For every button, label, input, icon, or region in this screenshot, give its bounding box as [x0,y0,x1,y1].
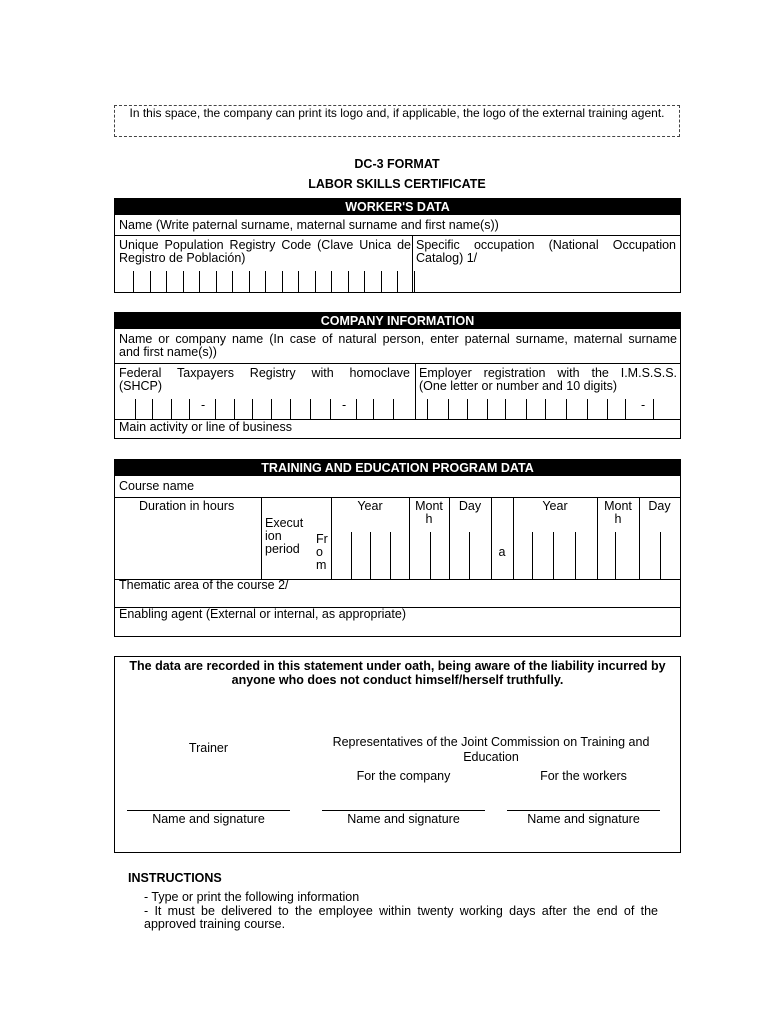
input-box-divider [393,399,394,419]
input-box-divider [414,271,415,292]
company-section [114,312,681,439]
input-box-divider [553,532,554,580]
workers-signature-line[interactable] [507,810,660,811]
input-box-divider [232,271,233,292]
input-box-divider [290,399,291,419]
program-header: TRAINING AND EDUCATION PROGRAM DATA [115,460,680,476]
input-box-divider [189,399,190,419]
rfc-dash-2: - [342,398,347,412]
input-box-divider [487,399,488,419]
input-box-divider [625,399,626,419]
input-box-divider [587,399,588,419]
input-box-divider [364,271,365,292]
company-sign-label: Name and signature [347,812,460,826]
to-month-label: Mont h [604,499,632,526]
input-box-divider [199,271,200,292]
logo-note: In this space, the company can print its logo and, if applicable, the logo of the external training agent. [129,106,665,120]
input-box-divider [133,271,134,292]
instruction-item-1: - Type or print the following information [144,890,360,904]
input-box-divider [216,271,217,292]
input-box-divider [660,532,661,580]
from-year-label: Year [357,499,383,513]
input-box-divider [653,399,654,419]
input-box-divider [526,399,527,419]
execution-period-label: Execut ion period [265,516,304,556]
rfc-label: Federal Taxpayers Registry with homoclave (SHCP) [119,366,410,393]
input-box-divider [532,532,533,580]
oath-statement: The data are recorded in this statement under oath, being aware of the liability incurred by anyone who does not conduct himself/herself truthfully. [129,659,666,687]
input-box-divider [166,271,167,292]
input-box-divider [505,399,506,419]
input-box-divider [427,399,428,419]
input-box-divider [252,399,253,419]
worker-section [114,198,681,293]
from-month-label: Mont h [415,499,443,526]
input-box-divider [234,399,235,419]
for-workers-label: For the workers [540,769,627,783]
input-box-divider [467,399,468,419]
input-box-divider [390,532,391,580]
certificate-title: LABOR SKILLS CERTIFICATE [308,177,486,191]
input-box-divider [331,271,332,292]
input-box-divider [607,399,608,419]
company-name-label: Name or company name (In case of natural person, enter paternal surname, maternal surname and first name(s)) [119,332,677,359]
input-box-divider [373,399,374,419]
input-box-divider [171,399,172,419]
format-title: DC-3 FORMAT [354,157,440,171]
from-day-label: Day [458,499,482,513]
curp-label: Unique Population Registry Code (Clave Unica de Registro de Población) [119,238,411,265]
duration-label: Duration in hours [139,499,235,513]
input-box-divider [265,271,266,292]
input-box-divider [448,399,449,419]
input-box-divider [330,399,331,419]
imss-label: Employer registration with the I.M.S.S.S. (One letter or number and 10 digits) [419,366,677,393]
input-box-divider [348,271,349,292]
input-box-divider [298,271,299,292]
logo-placeholder [114,105,680,137]
workers-sign-label: Name and signature [527,812,640,826]
input-box-divider [310,399,311,419]
imss-dash: - [641,398,646,412]
thematic-area-label: Thematic area of the course 2/ [119,578,289,592]
worker-name-label: Name (Write paternal surname, maternal surname and first name(s)) [119,218,499,232]
company-signature-line[interactable] [322,810,485,811]
input-box-divider [356,399,357,419]
instruction-item-2: - It must be delivered to the employee within twenty working days after the end of the approved training course. [144,904,658,931]
input-box-divider [315,271,316,292]
input-box-divider [351,532,352,580]
activity-label: Main activity or line of business [119,420,292,434]
input-box-divider [183,271,184,292]
input-box-divider [150,271,151,292]
input-box-divider [370,532,371,580]
to-label: a [498,545,506,559]
input-box-divider [271,399,272,419]
trainer-label: Trainer [188,741,229,755]
input-box-divider [615,532,616,580]
company-header: COMPANY INFORMATION [115,313,680,329]
enabling-agent-label: Enabling agent (External or internal, as appropriate) [119,607,406,621]
worker-header: WORKER'S DATA [115,199,680,215]
input-box-divider [397,271,398,292]
input-box-divider [469,532,470,580]
to-day-label: Day [648,499,671,513]
occupation-label: Specific occupation (National Occupation Catalog) 1/ [416,238,676,265]
to-year-label: Year [542,499,568,513]
course-name-label: Course name [119,479,195,493]
trainer-sign-label: Name and signature [152,812,265,826]
input-box-divider [566,399,567,419]
input-box-divider [135,399,136,419]
input-box-divider [545,399,546,419]
input-box-divider [575,532,576,580]
program-section [114,459,681,637]
for-company-label: For the company [356,769,451,783]
oath-section [114,656,681,853]
from-label: Fr o m [316,532,328,572]
rfc-dash-1: - [201,398,206,412]
instructions-title: INSTRUCTIONS [128,871,222,885]
trainer-signature-line[interactable] [127,810,290,811]
input-box-divider [282,271,283,292]
input-box-divider [152,399,153,419]
input-box-divider [215,399,216,419]
commission-label: Representatives of the Joint Commission on Training and Education [332,735,650,764]
input-box-divider [430,532,431,580]
input-box-divider [249,271,250,292]
input-box-divider [381,271,382,292]
